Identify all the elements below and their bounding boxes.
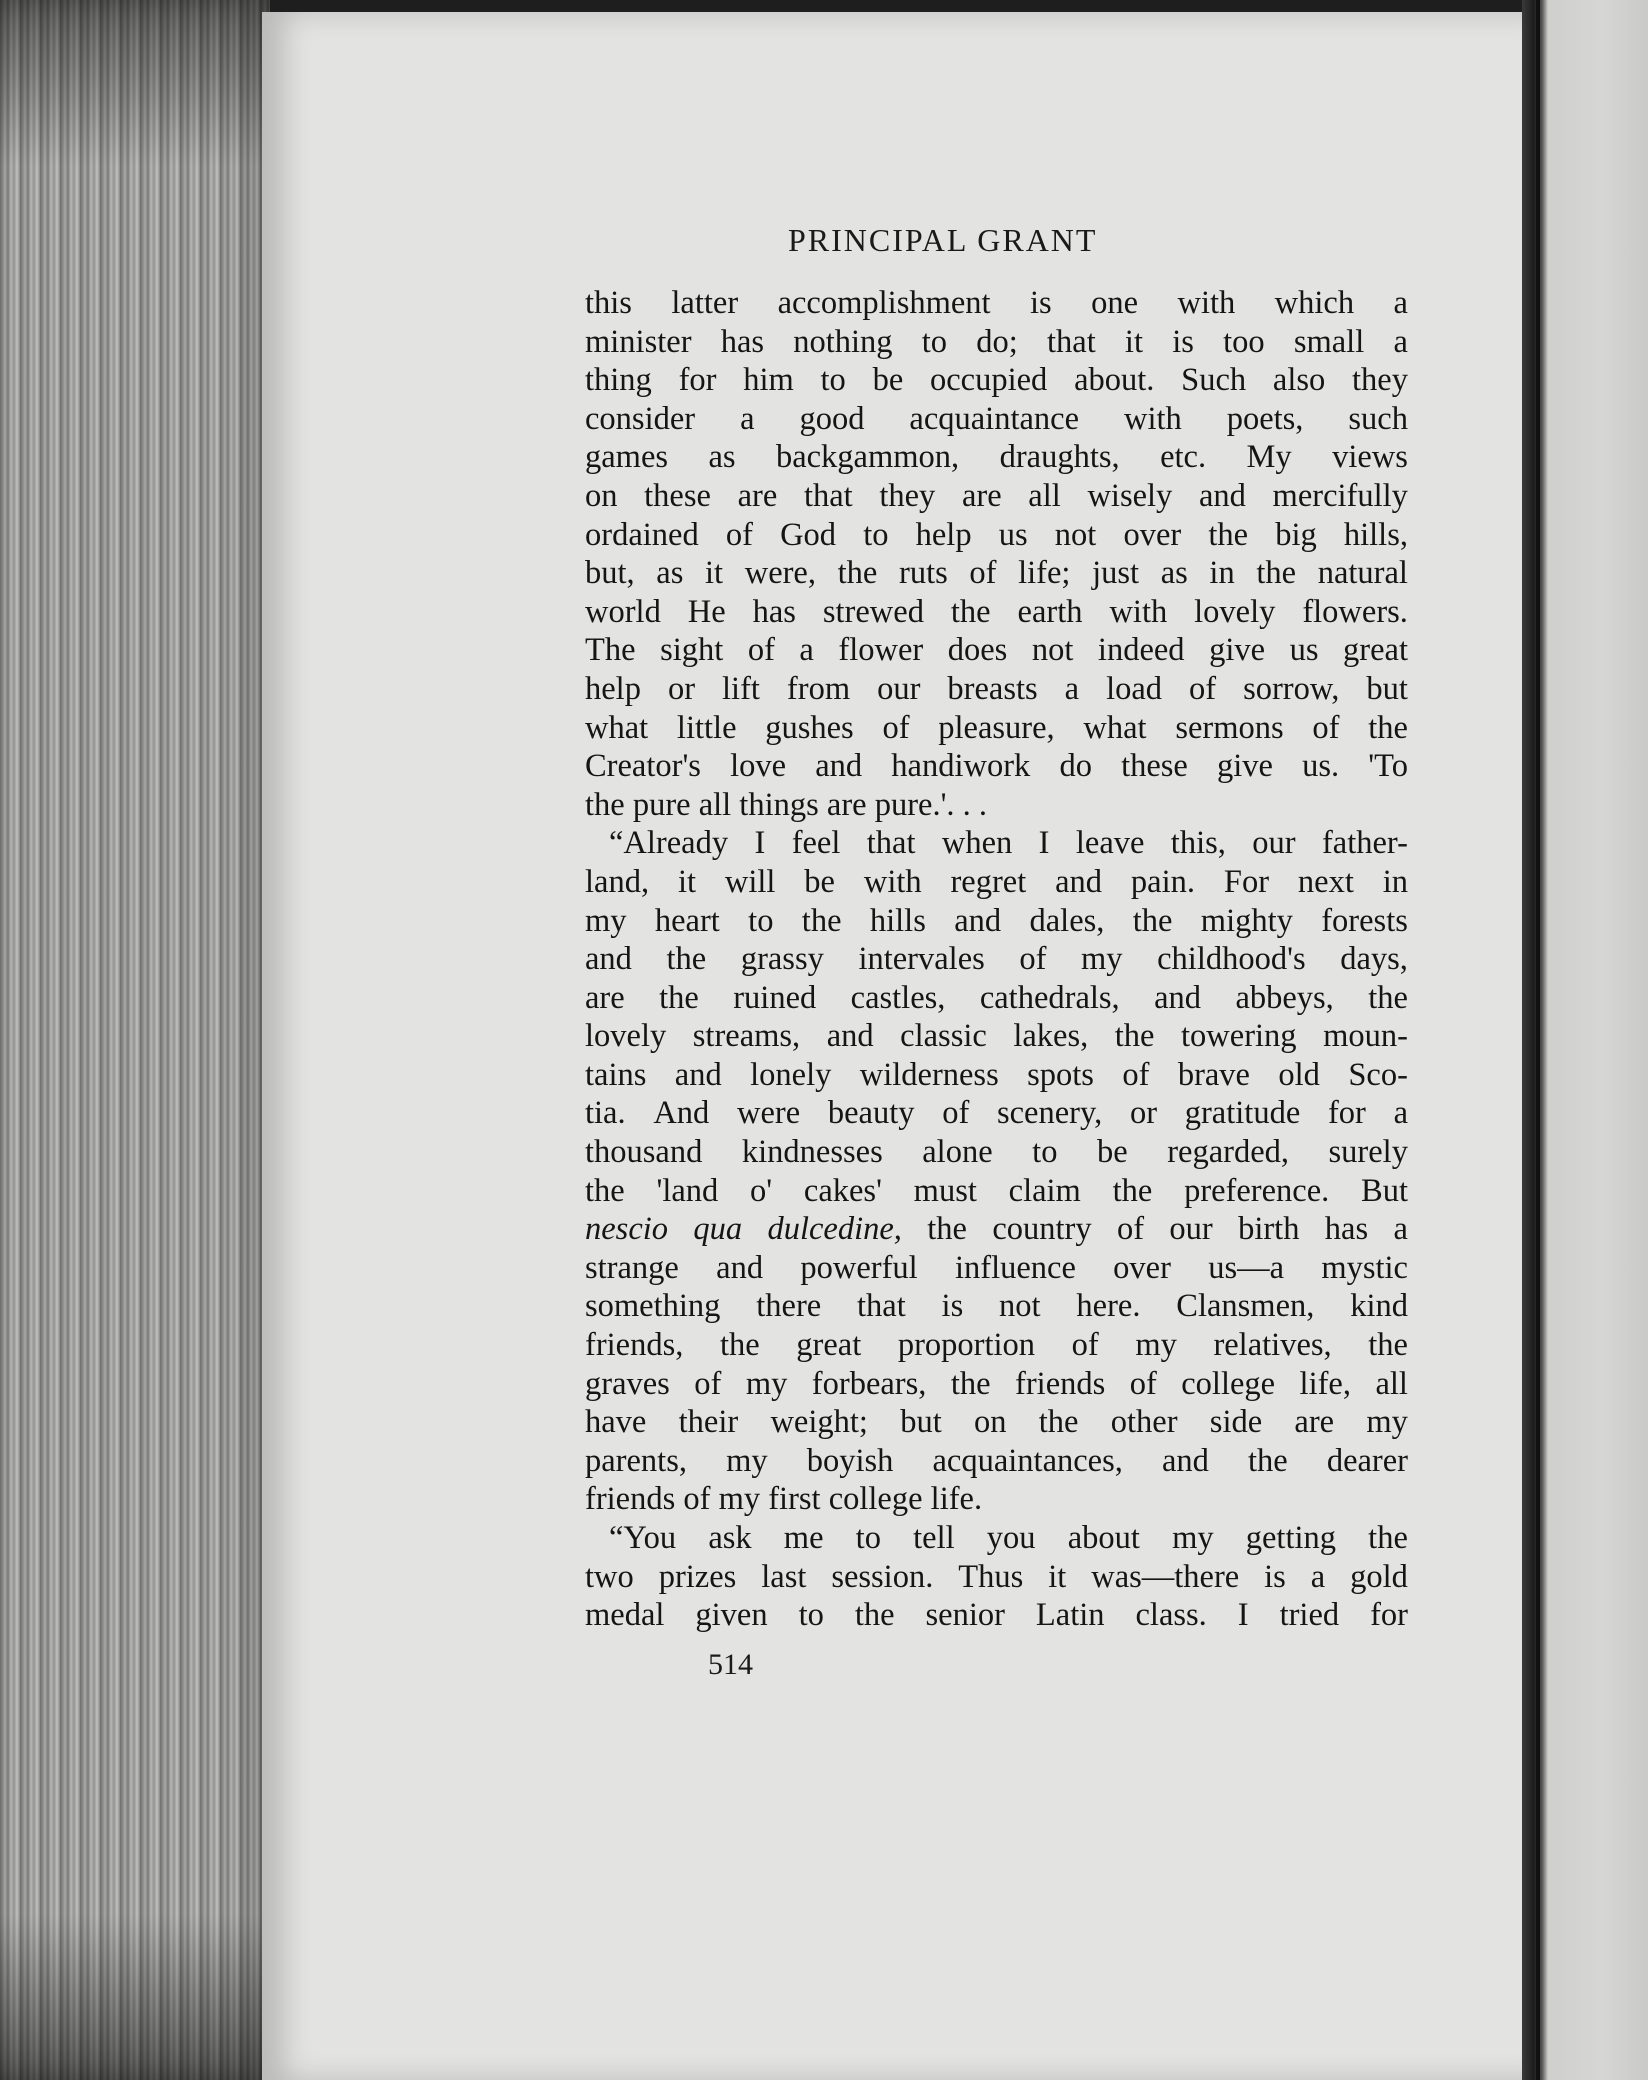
text-line: medal given to the senior Latin class. I tried for <box>585 1597 1408 1634</box>
text-line: tains and lonely wilderness spots of brave old Sco- <box>585 1056 1408 1093</box>
text-line: world He has strewed the earth with lovely flowers. <box>585 593 1408 630</box>
text-line: help or lift from our breasts a load of sorrow, but <box>585 670 1408 707</box>
running-head: PRINCIPAL GRANT <box>788 222 1098 258</box>
text-line: two prizes last session. Thus it was—there is a gold <box>585 1558 1408 1595</box>
text-line: ordained of God to help us not over the big hills, <box>585 516 1408 553</box>
text-line: The sight of a flower does not indeed give us great <box>585 632 1408 669</box>
text-line: consider a good acquaintance with poets, such <box>585 400 1408 437</box>
body-text <box>585 284 1408 1635</box>
text-line: the pure all things are pure.'. . . <box>585 786 988 823</box>
text-line: lovely streams, and classic lakes, the towering moun- <box>585 1018 1408 1055</box>
text-line: but, as it were, the ruts of life; just as in the natural <box>585 555 1408 592</box>
text-line: minister has nothing to do; that it is too small a <box>585 323 1408 360</box>
text-line: strange and powerful influence over us—a mystic <box>585 1249 1408 1286</box>
page-number: 514 <box>708 1648 753 1681</box>
text-line: something there that is not here. Clansmen, kind <box>585 1288 1408 1325</box>
text-line: nescio qua dulcedine, the country of our birth has a <box>585 1211 1408 1248</box>
text-line: have their weight; but on the other side are my <box>585 1404 1408 1441</box>
text-line: Creator's love and handiwork do these give us. 'To <box>585 748 1408 785</box>
text-line: games as backgammon, draughts, etc. My views <box>585 439 1408 476</box>
text-line: and the grassy intervales of my childhood's days, <box>585 941 1408 978</box>
text-line: the 'land o' cakes' must claim the preference. But <box>585 1172 1408 1209</box>
text-line: thousand kindnesses alone to be regarded, surely <box>585 1134 1408 1171</box>
text-line: friends of my first college life. <box>585 1481 983 1518</box>
facing-page-edge <box>1522 0 1648 2080</box>
text-line: land, it will be with regret and pain. For next in <box>585 863 1408 900</box>
text-line: graves of my forbears, the friends of college life, all <box>585 1365 1408 1402</box>
text-line: are the ruined castles, cathedrals, and abbeys, the <box>585 979 1408 1016</box>
stacked-page-edges <box>0 0 270 2080</box>
text-line: thing for him to be occupied about. Such also they <box>585 362 1408 399</box>
text-line: tia. And were beauty of scenery, or gratitude for a <box>585 1095 1408 1132</box>
text-line: what little gushes of pleasure, what sermons of the <box>585 709 1408 746</box>
text-line: my heart to the hills and dales, the mighty forests <box>585 902 1408 939</box>
text-line: parents, my boyish acquaintances, and the dearer <box>585 1442 1408 1479</box>
text-line: friends, the great proportion of my relatives, the <box>585 1327 1408 1364</box>
text-line: on these are that they are all wisely and mercifully <box>585 477 1408 514</box>
text-line: “You ask me to tell you about my getting the <box>609 1520 1408 1556</box>
text-line: “Already I feel that when I leave this, our father- <box>609 825 1408 862</box>
text-line: this latter accomplishment is one with which a <box>585 285 1408 321</box>
